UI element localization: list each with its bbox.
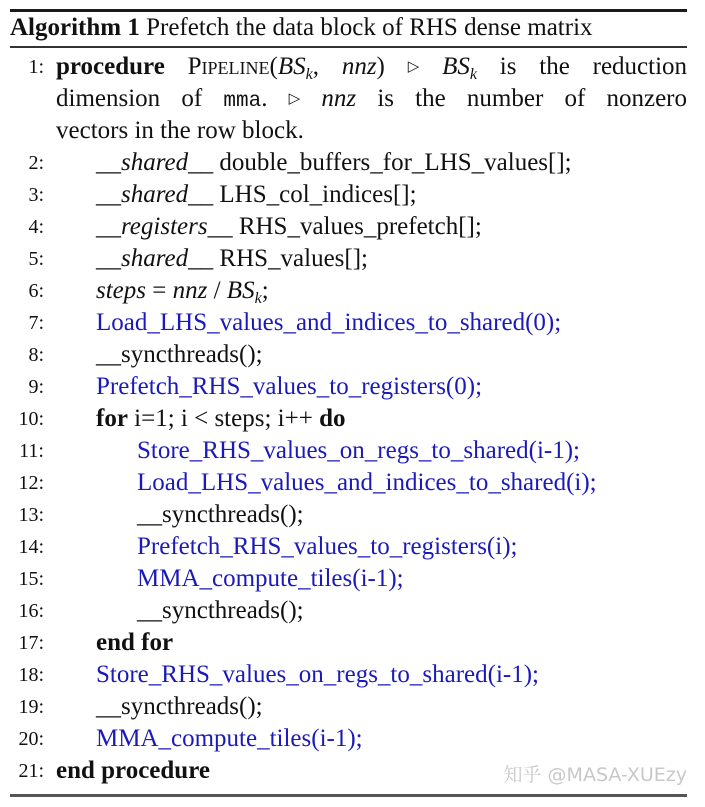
paren: ) — [376, 53, 385, 80]
line-number: 8: — [28, 344, 44, 366]
line-number: 9: — [28, 376, 44, 398]
line-number: 11: — [19, 440, 44, 462]
line-content — [96, 403, 345, 435]
statement: double_buffers_for_LHS_values[]; — [213, 149, 572, 176]
comment-text: vectors in the row block. — [56, 117, 304, 144]
var: BS — [226, 277, 255, 304]
line-3 — [10, 179, 687, 211]
comment-var: nnz — [321, 85, 357, 112]
function-call: MMA_compute_tiles(i-1); — [96, 725, 363, 752]
algorithm-caption — [10, 12, 687, 46]
subscript: k — [305, 66, 313, 83]
keyword-do: do — [319, 405, 346, 432]
line-number: 18: — [18, 664, 44, 686]
keyword-end-for: end for — [96, 629, 174, 656]
line-content — [56, 51, 687, 147]
comment-var: BS — [442, 53, 470, 80]
function-call: Prefetch_RHS_values_to_registers(i); — [137, 533, 518, 560]
subscript: k — [469, 66, 477, 83]
algorithm-lines — [10, 48, 687, 787]
function-call: Prefetch_RHS_values_to_registers(0); — [96, 373, 483, 400]
line-number: 20: — [18, 728, 44, 750]
line-number: 14: — [18, 536, 44, 558]
qualifier: shared — [121, 149, 189, 176]
qualifier: shared — [121, 245, 189, 272]
line-number: 16: — [18, 600, 44, 622]
line-number: 1: — [28, 56, 44, 78]
code-text: mma — [223, 90, 262, 113]
function-call: Store_RHS_values_on_regs_to_shared(i-1); — [96, 661, 539, 688]
line-13 — [10, 499, 687, 531]
comment-triangle-icon: ▷ — [288, 91, 301, 107]
qualifier: registers — [121, 213, 208, 240]
line-16 — [10, 595, 687, 627]
algorithm-label: Algorithm 1 — [10, 14, 140, 41]
function-call: Load_LHS_values_and_indices_to_shared(0); — [96, 309, 562, 336]
param: BS — [277, 53, 306, 80]
line-number: 21: — [18, 760, 44, 782]
algorithm-block — [10, 9, 687, 787]
subscript: k — [254, 290, 262, 307]
statement: __syncthreads(); — [96, 693, 263, 720]
line-5 — [10, 243, 687, 275]
line-1 — [10, 51, 687, 147]
keyword-for: for — [96, 405, 128, 432]
line-number: 3: — [28, 184, 44, 206]
op: / — [207, 277, 227, 304]
statement: __syncthreads(); — [137, 597, 304, 624]
op: = — [146, 277, 173, 304]
line-18 — [10, 659, 687, 691]
comment-text: is the number of nonzero — [356, 85, 688, 112]
line-number: 19: — [18, 696, 44, 718]
caption-text: Prefetch the data block of RHS dense matrix — [146, 14, 593, 41]
sep: , — [312, 53, 342, 80]
keyword-procedure: procedure — [56, 53, 165, 80]
line-8 — [10, 339, 687, 371]
period: . — [261, 85, 268, 112]
line-number: 17: — [18, 632, 44, 654]
function-call: Store_RHS_values_on_regs_to_shared(i-1); — [137, 437, 580, 464]
comment-triangle-icon: ▷ — [407, 59, 420, 75]
comment-text: is the reduction — [476, 53, 688, 80]
line-2 — [10, 147, 687, 179]
line-20 — [10, 723, 687, 755]
statement: __syncthreads(); — [137, 501, 304, 528]
statement: RHS_values[]; — [213, 245, 368, 272]
line-17 — [10, 627, 687, 659]
line-number: 13: — [18, 504, 44, 526]
line-number: 7: — [28, 312, 44, 334]
keyword-end-procedure: end procedure — [56, 757, 210, 784]
semicolon: ; — [261, 277, 269, 304]
line-4 — [10, 211, 687, 243]
watermark: 知乎 @MASA-XUEzy — [503, 764, 687, 786]
statement: RHS_values_prefetch[]; — [232, 213, 482, 240]
line-number: 5: — [28, 248, 44, 270]
function-call: MMA_compute_tiles(i-1); — [137, 565, 404, 592]
line-9 — [10, 371, 687, 403]
procedure-name: Pipeline — [187, 53, 270, 80]
line-content: __shared__ LHS_col_indices[]; — [96, 181, 417, 208]
comment-text: dimension of — [56, 85, 224, 112]
bottom-rule — [10, 794, 687, 797]
param: nnz — [341, 53, 377, 80]
line-number: 15: — [18, 568, 44, 590]
statement: __syncthreads(); — [96, 341, 263, 368]
line-19 — [10, 691, 687, 723]
qualifier: shared — [121, 181, 189, 208]
line-11 — [10, 435, 687, 467]
line-14 — [10, 531, 687, 563]
line-12 — [10, 467, 687, 499]
line-6 — [10, 275, 687, 307]
var: steps — [96, 277, 146, 304]
line-content: __shared__ RHS_values[]; — [96, 245, 368, 272]
paren: ( — [269, 53, 278, 80]
line-content: __shared__ double_buffers_for_LHS_values[]; — [96, 149, 572, 176]
line-10 — [10, 403, 687, 435]
line-number: 2: — [28, 152, 44, 174]
line-content: __registers__ RHS_values_prefetch[]; — [96, 213, 482, 240]
line-number: 12: — [18, 472, 44, 494]
statement: LHS_col_indices[]; — [213, 181, 417, 208]
line-number: 10: — [18, 408, 44, 430]
line-number: 4: — [28, 216, 44, 238]
line-content — [96, 275, 269, 307]
line-15 — [10, 563, 687, 595]
var: nnz — [172, 277, 208, 304]
line-number: 6: — [28, 280, 44, 302]
function-call: Load_LHS_values_and_indices_to_shared(i); — [137, 469, 597, 496]
loop-header: i=1; i < steps; i++ — [127, 405, 320, 432]
line-7 — [10, 307, 687, 339]
